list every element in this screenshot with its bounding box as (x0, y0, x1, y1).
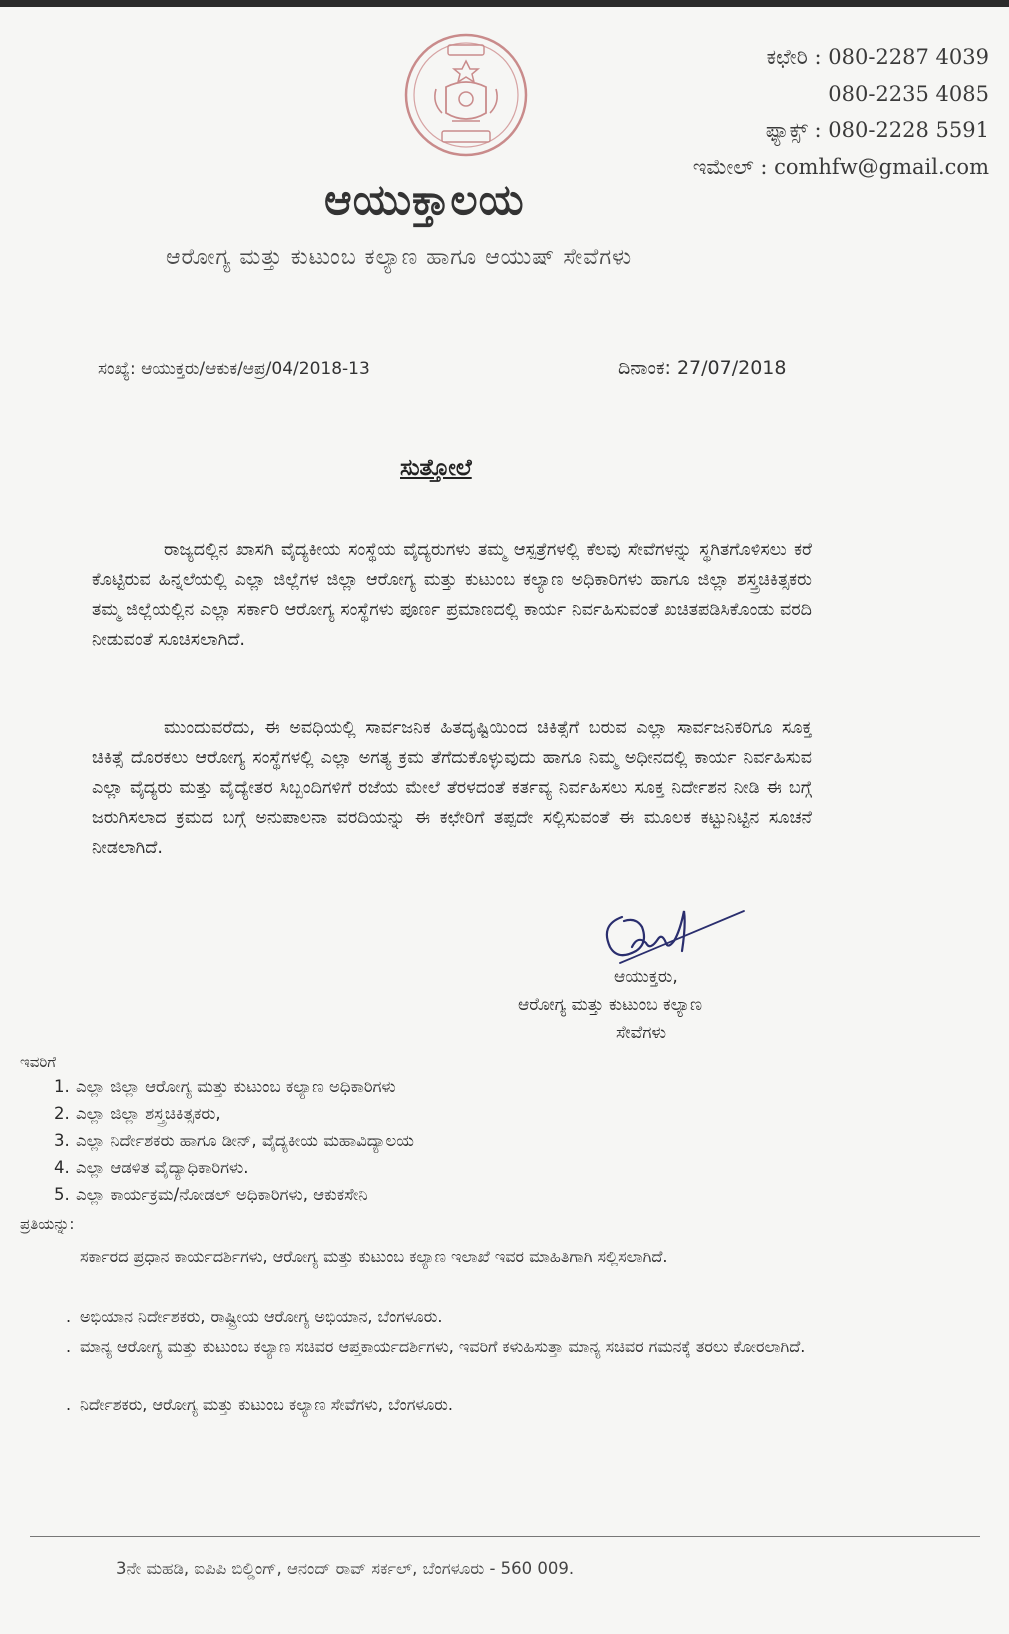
contact-office-2 (828, 82, 989, 106)
list-item (80, 1243, 840, 1271)
list-item (66, 1333, 840, 1361)
list-text: ಎಲ್ಲಾ ಜಿಲ್ಲಾ ಶಸ್ತ್ರಚಿಕಿತ್ಸಕರು, (76, 1104, 221, 1123)
list-text: ಎಲ್ಲಾ ಜಿಲ್ಲಾ ಆರೋಗ್ಯ ಮತ್ತು ಕುಟುಂಬ ಕಲ್ಯಾಣ ಅಧಿಕಾರಿಗಳು (76, 1077, 396, 1096)
screen-top-band (0, 0, 1009, 7)
bullet-icon: . (66, 1307, 72, 1326)
list-text: ಎಲ್ಲಾ ನಿರ್ದೇಶಕರು ಹಾಗೂ ಡೀನ್, ವೈದ್ಯಕೀಯ ಮಹಾವಿದ್ಯಾಲಯ (76, 1131, 414, 1150)
contact-office-1: ಕಛೇರಿ : 080-2287 4039 (766, 45, 989, 69)
bullet-icon: . (66, 1395, 72, 1414)
circular-document (0, 7, 1009, 1634)
list-text: ಮಾನ್ಯ ಆರೋಗ್ಯ ಮತ್ತು ಕುಟುಂಬ ಕಲ್ಯಾಣ ಸಚಿವರ ಆಪ್ತಕಾರ್ಯದರ್ಶಿಗಳು, ಇವರಿಗೆ ಕಳುಹಿಸುತ್ತಾ ಮಾನ್ಯ ಸಚಿವರ ಗಮನಕ್ಕೆ ತರಲು ಕೋರಲಾಗಿದೆ. (80, 1337, 806, 1356)
list-text: ಎಲ್ಲಾ ಕಾರ್ಯಕ್ರಮ/ನೋಡಲ್ ಅಧಿಕಾರಿಗಳು, ಆಕುಕಸೇನಿ (76, 1185, 368, 1204)
recipients-label: ಇವರಿಗೆ (20, 1053, 57, 1071)
signatory-services: ಸೇವೆಗಳು (616, 1023, 667, 1043)
bullet-icon: . (66, 1337, 72, 1356)
list-text: ಅಭಿಯಾನ ನಿರ್ದೇಶಕರು, ರಾಷ್ಟ್ರೀಯ ಆರೋಗ್ಯ ಅಭಿಯಾನ, ಬೆಂಗಳೂರು. (80, 1307, 443, 1326)
document-date (618, 357, 786, 379)
list-number: 3. (54, 1131, 70, 1150)
list-number: 4. (54, 1158, 70, 1177)
contact-label: ಇಮೇಲ್ (692, 155, 754, 179)
copies-label: ಪ್ರತಿಯನ್ನು: (20, 1215, 75, 1233)
list-item (54, 1077, 396, 1097)
list-item (54, 1158, 249, 1178)
list-item (54, 1104, 221, 1124)
list-item (54, 1131, 414, 1151)
reference-label: ಸಂಖ್ಯೆ: (98, 359, 142, 379)
contact-value: 080-2228 5591 (828, 118, 989, 142)
list-text: ಸರ್ಕಾರದ ಪ್ರಧಾನ ಕಾರ್ಯದರ್ಶಿಗಳು, ಆರೋಗ್ಯ ಮತ್ತು ಕುಟುಂಬ ಕಲ್ಯಾಣ ಇಲಾಖೆ ಇವರ ಮಾಹಿತಿಗಾಗಿ ಸಲ್ಲಿಸಲಾಗಿದೆ. (80, 1247, 668, 1266)
footer-divider (30, 1536, 980, 1537)
date-label: ದಿನಾಂಕ: (618, 357, 677, 379)
contact-label: ಫ್ಯಾಕ್ಸ್ (765, 118, 808, 142)
organization-title: ಆಯುಕ್ತಾಲಯ (324, 175, 525, 224)
list-number: 1. (54, 1077, 70, 1096)
list-item (54, 1185, 368, 1205)
organization-subtitle: ಆರೋಗ್ಯ ಮತ್ತು ಕುಟುಂಬ ಕಲ್ಯಾಣ ಹಾಗೂ ಆಯುಷ್ ಸೇವೆಗಳು (166, 245, 633, 270)
list-text: ನಿರ್ದೇಶಕರು, ಆರೋಗ್ಯ ಮತ್ತು ಕುಟುಂಬ ಕಲ್ಯಾಣ ಸೇವೆಗಳು, ಬೆಂಗಳೂರು. (80, 1395, 453, 1414)
list-number: 5. (54, 1185, 70, 1204)
list-item (66, 1391, 840, 1419)
government-emblem-icon (402, 31, 530, 159)
list-text: ಎಲ್ಲಾ ಆಡಳಿತ ವೈದ್ಯಾಧಿಕಾರಿಗಳು. (76, 1158, 249, 1177)
body-paragraph-2: ಮುಂದುವರೆದು, ಈ ಅವಧಿಯಲ್ಲಿ ಸಾರ್ವಜನಿಕ ಹಿತದೃಷ್ಟಿಯಿಂದ ಚಿಕಿತ್ಸೆಗೆ ಬರುವ ಎಲ್ಲಾ ಸಾರ್ವಜನಿಕರಿಗೂ ಸೂಕ್ತ ಚಿಕಿತ್ಸೆ ದೊರಕಲು ಆರೋಗ್ಯ ಸಂಸ್ಥೆಗಳಲ್ಲಿ ಎಲ್ಲಾ ಅಗತ್ಯ ಕ್ರಮ ತೆಗೆದುಕೊಳ್ಳುವುದು ಹಾಗೂ ನಿಮ್ಮ ಅಧೀನದಲ್ಲಿ ಕಾರ್ಯ ನಿರ್ವಹಿಸುವ ಎಲ್ಲಾ ವೈದ್ಯರು ಮತ್ತು ವೈದ್ಯೇತರ ಸಿಬ್ಬಂದಿಗಳಿಗೆ ರಜೆಯ ಮೇಲೆ ತೆರಳದಂತೆ ಕರ್ತವ್ಯ ನಿರ್ವಹಿಸಲು ಸೂಕ್ತ ನಿರ್ದೇಶನ ನೀಡಿ ಈ ಬಗ್ಗೆ ಜರುಗಿಸಲಾದ ಕ್ರಮದ ಬಗ್ಗೆ ಅನುಪಾಲನಾ ವರದಿಯನ್ನು ಈ ಕಛೇರಿಗೆ ತಪ್ಪದೇ ಸಲ್ಲಿಸುವಂತೆ ಈ ಮೂಲಕ ಕಟ್ಟುನಿಟ್ಟಿನ ಸೂಚನೆ ನೀಡಲಾಗಿದೆ. (92, 718, 812, 858)
footer-address: 3ನೇ ಮಹಡಿ, ಐಪಿಪಿ ಬಿಲ್ಡಿಂಗ್, ಆನಂದ್ ರಾವ್ ಸರ್ಕಲ್, ಬೆಂಗಳೂರು - 560 009. (116, 1559, 575, 1578)
body-paragraph-1: ರಾಜ್ಯದಲ್ಲಿನ ಖಾಸಗಿ ವೈದ್ಯಕೀಯ ಸಂಸ್ಥೆಯ ವೈದ್ಯರುಗಳು ತಮ್ಮ ಆಸ್ಪತ್ರೆಗಳಲ್ಲಿ ಕೆಲವು ಸೇವೆಗಳನ್ನು ಸ್ಥಗಿತಗೊಳಿಸಲು ಕರೆ ಕೊಟ್ಟಿರುವ ಹಿನ್ನಲೆಯಲ್ಲಿ ಎಲ್ಲಾ ಜಿಲ್ಲೆಗಳ ಜಿಲ್ಲಾ ಆರೋಗ್ಯ ಮತ್ತು ಕುಟುಂಬ ಕಲ್ಯಾಣ ಅಧಿಕಾರಿಗಳು ಹಾಗೂ ಜಿಲ್ಲಾ ಶಸ್ತ್ರಚಿಕಿತ್ಸಕರು ತಮ್ಮ ಜಿಲ್ಲೆಯಲ್ಲಿನ ಎಲ್ಲಾ ಸರ್ಕಾರಿ ಆರೋಗ್ಯ ಸಂಸ್ಥೆಗಳು ಪೂರ್ಣ ಪ್ರಮಾಣದಲ್ಲಿ ಕಾರ್ಯ ನಿರ್ವಹಿಸುವಂತೆ ಖಚಿತಪಡಿಸಿಕೊಂಡು ವರದಿ ನೀಡುವಂತೆ ಸೂಚಿಸಲಾಗಿದೆ. (92, 540, 812, 650)
signatory-title: ಆಯುಕ್ತರು, (614, 967, 678, 987)
contact-fax: ಫ್ಯಾಕ್ಸ್ : 080-2228 5591 (765, 118, 989, 142)
list-number: 2. (54, 1104, 70, 1123)
list-item (66, 1303, 840, 1331)
reference-value: ಆಯುಕ್ತರು/ಆಕುಕ/ಆಪ್ರ/04/2018-13 (141, 359, 370, 379)
contact-value: comhfw@gmail.com (774, 155, 989, 179)
date-value: 27/07/2018 (676, 357, 787, 379)
circular-heading: ಸುತ್ತೋಲೆ (400, 455, 472, 481)
contact-value: 080-2287 4039 (828, 45, 989, 69)
contact-email: ಇಮೇಲ್ : comhfw@gmail.com (692, 155, 989, 179)
reference-number (98, 359, 370, 379)
contact-label: ಕಛೇರಿ (766, 45, 808, 69)
signatory-department: ಆರೋಗ್ಯ ಮತ್ತು ಕುಟುಂಬ ಕಲ್ಯಾಣ (518, 995, 703, 1015)
contact-value: 080-2235 4085 (828, 82, 989, 106)
